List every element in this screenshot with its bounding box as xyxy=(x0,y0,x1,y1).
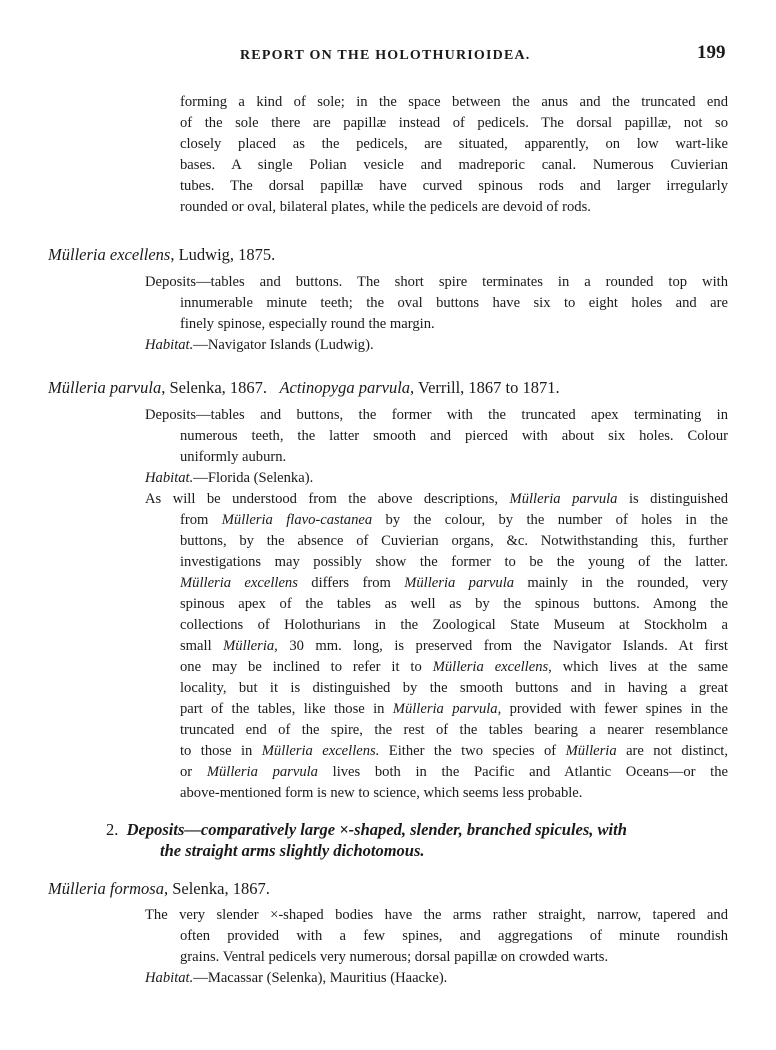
discussion-line: spinous apex of the tables as well as by the spinous buttons. Among the xyxy=(180,596,728,612)
discussion-line: locality, but it is distinguished by the smooth buttons and in having a great xyxy=(180,680,728,696)
section-title-line: the straight arms slightly dichotomous. xyxy=(160,841,425,860)
discussion-line: above-mentioned form is new to science, which seems less probable. xyxy=(180,785,583,801)
species-heading xyxy=(48,878,270,899)
habitat-text: —Navigator Islands (Ludwig). xyxy=(193,337,374,353)
habitat-line xyxy=(145,335,374,356)
description-line: The very slender ×-shaped bodies have the arms rather straight, narrow, tapered and xyxy=(145,907,728,923)
species-name: Mülleria formosa xyxy=(48,879,164,898)
section-heading-cont xyxy=(160,840,425,861)
intro-line: tubes. The dorsal papillæ have curved spinous rods and larger irregularly xyxy=(180,178,728,194)
species-authority: , Selenka, 1867. xyxy=(161,378,268,397)
habitat-text: —Florida (Selenka). xyxy=(193,470,314,486)
section-number: 2. xyxy=(106,820,119,839)
discussion-line: part of the tables, like those in Mülleria parvula, provided with fewer spines in the xyxy=(180,701,728,717)
discussion-line: to those in Mülleria excellens. Either the two species of Mülleria are not distinct, xyxy=(180,743,728,759)
discussion-line: small Mülleria, 30 mm. long, is preserved from the Navigator Islands. At first xyxy=(180,638,728,654)
deposits-line: numerous teeth, the latter smooth and pierced with about six holes. Colour xyxy=(180,428,728,444)
species-authority: , Ludwig, 1875. xyxy=(170,245,276,264)
synonym-name: Actinopyga parvula xyxy=(279,378,411,397)
habitat-label: Habitat. xyxy=(145,337,194,353)
intro-line: rounded or oval, bilateral plates, while the pedicels are devoid of rods. xyxy=(180,199,591,215)
habitat-line xyxy=(145,968,447,989)
discussion-line: buttons, by the absence of Cuvierian organs, &c. Notwithstanding this, further xyxy=(180,533,728,549)
intro-line: of the sole there are papillæ instead of pedicels. The dorsal papillæ, not so xyxy=(180,115,728,131)
deposits-line: finely spinose, especially round the margin. xyxy=(180,316,435,332)
habitat-text: —Macassar (Selenka), Mauritius (Haacke). xyxy=(193,970,448,986)
deposits-line: uniformly auburn. xyxy=(180,449,287,465)
habitat-line xyxy=(145,468,313,489)
species-heading xyxy=(48,377,560,398)
deposits-line: innumerable minute teeth; the oval buttons have six to eight holes and are xyxy=(180,295,728,311)
intro-line: forming a kind of sole; in the space between the anus and the truncated end xyxy=(180,94,728,110)
habitat-label: Habitat. xyxy=(145,470,194,486)
discussion-line: truncated end of the spire, the rest of the tables bearing a nearer resemblance xyxy=(180,722,728,738)
species-authority: , Selenka, 1867. xyxy=(163,879,270,898)
discussion-line: from Mülleria flavo-castanea by the colour, by the number of holes in the xyxy=(180,512,728,528)
section-heading xyxy=(106,819,627,840)
section-title-line: Deposits—comparatively large ×-shaped, slender, branched spicules, with xyxy=(126,820,627,839)
intro-line: closely placed as the pedicels, are situated, apparently, on low wart-like xyxy=(180,136,728,152)
species-name: Mülleria excellens xyxy=(48,245,171,264)
synonym-authority: , Verrill, 1867 to 1871. xyxy=(410,378,560,397)
species-heading xyxy=(48,244,275,265)
discussion-line: collections of Holothurians in the Zoological State Museum at Stockholm a xyxy=(180,617,728,633)
page-number: 199 xyxy=(697,42,726,63)
description-line: grains. Ventral pedicels very numerous; dorsal papillæ on crowded warts. xyxy=(180,949,609,965)
description-line: often provided with a few spines, and aggregations of minute roundish xyxy=(180,928,728,944)
discussion-line: investigations may possibly show the former to be the young of the latter. xyxy=(180,554,728,570)
habitat-label: Habitat. xyxy=(145,970,194,986)
species-name: Mülleria parvula xyxy=(48,378,162,397)
intro-line: bases. A single Polian vesicle and madreporic canal. Numerous Cuvierian xyxy=(180,157,728,173)
discussion-line: or Mülleria parvula lives both in the Pacific and Atlantic Oceans—or the xyxy=(180,764,728,780)
deposits-line: Deposits—tables and buttons, the former with the truncated apex terminating in xyxy=(145,407,728,423)
discussion-line: one may be inclined to refer it to Mülleria excellens, which lives at the same xyxy=(180,659,729,675)
deposits-line: Deposits—tables and buttons. The short spire terminates in a rounded top with xyxy=(145,274,728,290)
discussion-line: As will be understood from the above descriptions, Mülleria parvula is distinguished xyxy=(145,491,728,507)
discussion-line: Mülleria excellens differs from Mülleria parvula mainly in the rounded, very xyxy=(180,575,729,591)
running-title: REPORT ON THE HOLOTHURIOIDEA. xyxy=(240,48,531,63)
